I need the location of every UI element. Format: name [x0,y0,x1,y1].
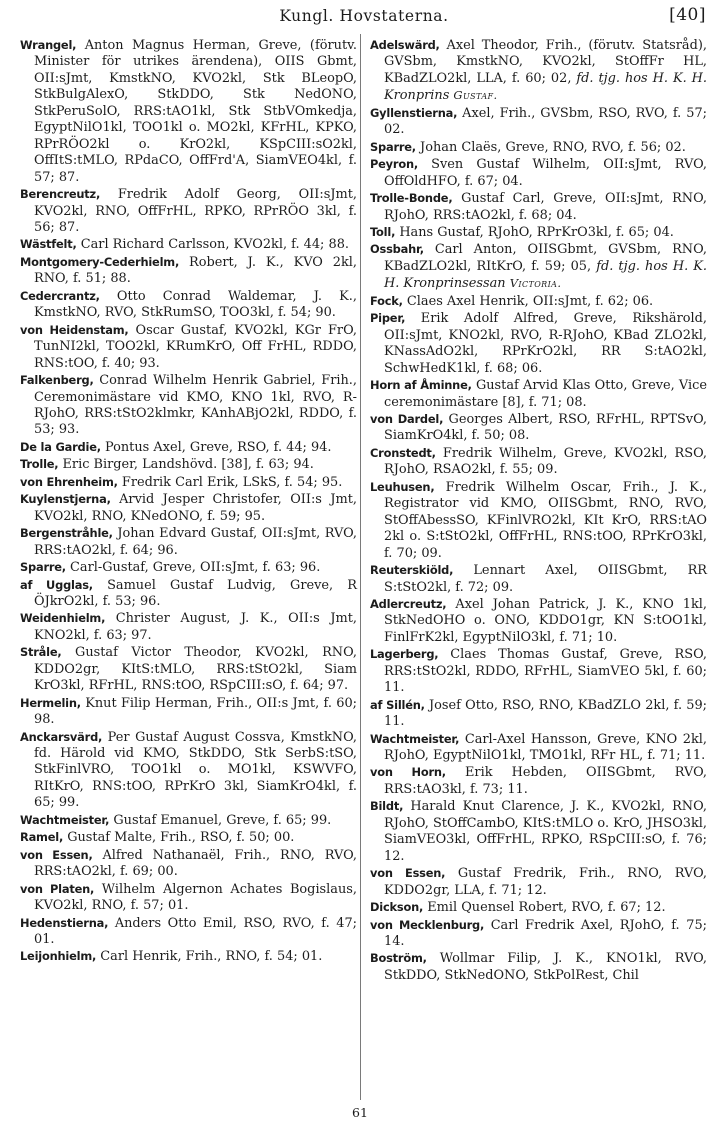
left-column [20,37,357,966]
entry-surname: Stråle, [20,645,62,660]
entry-details: Eric Birger, Landshövd. [38], f. 63; 94. [58,457,314,473]
register-entry [370,865,707,899]
entry-surname: von Essen, [370,866,446,881]
entry-surname: Sparre, [370,139,416,154]
register-entry [20,559,357,576]
entry-details: Gustaf Arvid Klas Otto, Greve, Vice ceremonimästare [8], f. 71; 08. [384,378,707,410]
register-entry [370,37,707,105]
entry-surname: Dickson, [370,900,424,915]
register-entry [20,847,357,881]
entry-surname: von Dardel, [370,411,444,426]
register-entry [370,798,707,865]
register-entry [370,224,707,241]
register-entry [370,917,707,951]
entry-details: Emil Quensel Robert, RVO, f. 67; 12. [423,900,666,916]
register-entry [20,236,357,253]
entry-details: Alfred Nathanaël, Frih., RNO, RVO, RRS:tAO2kl, f. 69; 00. [34,847,358,880]
entry-details: Fredrik Carl Erik, LSkS, f. 54; 95. [117,474,343,490]
entry-details: Carl Fredrik Axel, RJohO, f. 75; 14. [384,917,707,950]
entry-surname: Bergenstråhle, [20,526,113,541]
register-entry [20,729,357,812]
entry-surname: Kuylenstjerna, [20,492,111,507]
entry-surname: Fock, [370,293,403,308]
register-entry [20,288,357,322]
register-entry [370,139,707,156]
entry-details: Otto Conrad Waldemar, J. K., KmstkNO, RVO, StkRumSO, TOO3kl, f. 54; 90. [34,288,357,321]
entry-details: Anton Magnus Herman, Greve, (förutv. Minister för utrikes ärendena), OIIS Gbmt, OII:sJmt, KmstkNO, KVO2kl, Stk BLeopO, StkBulgAlexO, StkDDO, Stk NedONO, StkPeruSolO, RRS:tAO1kl, Stk StbVOmkedja, EgyptNilO1kl, TOO1kl o. MO2kl, KFrHL, KPKO, RPrRÖO2kl o. KrO2kl, KSpCIII:sO2kl, OffItS:tMLO, RPdaCO, OffFrd'A, SiamVEO4kl, f. 57; 87. [34,38,357,185]
register-entry [370,764,707,798]
entry-surname: von Mecklenburg, [370,917,485,932]
running-title: Kungl. Hovstaterna. [279,7,449,25]
entry-surname: Falkenberg, [20,373,94,388]
entry-surname: Wästfelt, [20,237,77,252]
entry-details: Axel Johan Patrick, J. K., KNO 1kl, StkNedOHO o. ONO, KDDO1gr, KN S:tOO1kl, FinlFrK2kl, EgyptNilO3kl, f. 71; 10. [384,596,707,645]
entry-details: Carl-Gustaf, Greve, OII:sJmt, f. 63; 96. [65,560,321,576]
entry-details: Hans Gustaf, RJohO, RPrKrO3kl, f. 65; 04. [395,224,674,240]
register-entry [370,156,707,190]
page-header [18,3,710,29]
register-entry [20,610,357,644]
entry-surname: Boström, [370,951,427,966]
entry-details: Claes Axel Henrik, OII:sJmt, f. 62; 06. [402,293,654,309]
register-entry [370,241,707,292]
register-entry [370,411,707,445]
entry-details: Johan Claës, Greve, RNO, RVO, f. 56; 02. [415,139,686,155]
entry-service-note: fd. tjg. hos H. K. H. Kronprinsessan [384,258,707,292]
register-entry [20,644,357,694]
entry-details: Carl Richard Carlsson, KVO2kl, f. 44; 88. [76,237,349,253]
entry-details: Christer August, J. K., OII:s Jmt, KNO2kl, f. 63; 97. [34,611,357,643]
entry-surname: Piper, [370,311,406,326]
register-entry [370,950,707,984]
entry-surname: Wachtmeister, [370,731,460,746]
register-entry [20,915,357,949]
register-entry [370,731,707,765]
column-divider [360,34,361,1100]
register-entry [370,646,707,696]
entry-details: Harald Knut Clarence, J. K., KVO2kl, RNO, RJohO, StOffCambO, KItS:tMLO o. KrO, JHSO3kl, SiamVEO3kl, OffFrHL, RPKO, RSpCIII:sO, f. 76; 12. [384,799,707,864]
entry-details: Per Gustaf August Cossva, KmstkNO, fd. Härold vid KMO, StkDDO, Stk SerbS:tSO, StkFinlVRO, TOO1kl o. MO1kl, KSWVFO, RItKrO, RNS:tOO, RPrKrO 3kl, SiamKrO4kl, f. 65; 99. [34,729,357,811]
entry-royal-name: Gustaf. [453,88,498,103]
entry-details: Wollmar Filip, J. K., KNO1kl, RVO, StkDDO, StkNedONO, StkPolRest, Chil [384,951,707,983]
entry-surname: af Ugglas, [20,577,93,592]
entry-details: Fredrik Wilhelm, Greve, KVO2kl, RSO, RJohO, RSAO2kl, f. 55; 09. [384,445,707,478]
entry-surname: Hermelin, [20,695,81,710]
entry-details: Axel Theodor, Frih., (förutv. Statsråd), GVSbm, KmstkNO, KVO2kl, StOffFr HL, KBadZLO2kl, LLA, f. 60; 02, [384,38,707,86]
entry-details: Axel, Frih., GVSbm, RSO, RVO, f. 57; 02. [384,105,707,138]
register-entry [20,812,357,829]
register-entry [20,439,357,456]
entry-surname: Trolle, [20,457,59,472]
entry-surname: Cedercrantz, [20,288,100,303]
register-entry [20,577,357,611]
entry-details: Robert, J. K., KVO 2kl, RNO, f. 51; 88. [34,254,357,287]
register-entry [370,697,707,731]
entry-surname: Trolle-Bonde, [370,191,453,206]
entry-surname: Wachtmeister, [20,812,110,827]
entry-details: Fredrik Adolf Georg, OII:sJmt, KVO2kl, RNO, OffFrHL, RPKO, RPrRÖO 3kl, f. 56; 87. [34,187,357,235]
entry-details: Conrad Wilhelm Henrik Gabriel, Frih., Ceremonimästare vid KMO, KNO 1kl, RVO, R-RJohO, RRS:tStO2klmkr, KAnhABjO2kl, RDDO, f. 53; 93. [34,373,357,438]
entry-surname: Adlercreutz, [370,596,447,611]
entry-surname: Lagerberg, [370,647,439,662]
entry-details: Samuel Gustaf Ludvig, Greve, R ÖJkrO2kl, f. 53; 96. [34,577,357,609]
entry-details: Erik Hebden, OIISGbmt, RVO, RRS:tAO3kl, f. 73; 11. [384,765,708,797]
entry-surname: Ossbahr, [370,242,424,257]
entry-surname: af Sillén, [370,697,425,712]
entry-details: Georges Albert, RSO, RFrHL, RPTSvO, SiamKrO4kl, f. 50; 08. [384,411,708,444]
entry-surname: von Heidenstam, [20,322,129,337]
entry-surname: Leijonhielm, [20,949,97,964]
entry-surname: Weidenhielm, [20,611,106,626]
register-entry [20,525,357,559]
entry-details: Oscar Gustaf, KVO2kl, KGr FrO, TunNI2kl, TOO2kl, KRumKrO, Off FrHL, RDDO, RNS:tOO, f. 40; 93. [34,322,357,371]
entry-details: Sven Gustaf Wilhelm, OII:sJmt, RVO, OffOldHFO, f. 67; 04. [384,157,707,189]
register-entry [20,474,357,491]
entry-surname: Adelswärd, [370,38,440,52]
entry-surname: Berencreutz, [20,187,101,202]
entry-surname: von Essen, [20,847,93,862]
entry-details: Claes Thomas Gustaf, Greve, RSO, RRS:tStO2kl, RDDO, RFrHL, SiamVEO 5kl, f. 60; 11. [384,647,707,696]
entry-surname: Reuterskiöld, [370,563,454,578]
entry-surname: Leuhusen, [370,479,435,494]
register-entry [370,899,707,916]
register-entry [370,596,707,646]
register-entry [370,293,707,310]
entry-details: Pontus Axel, Greve, RSO, f. 44; 94. [100,439,332,455]
register-entry [370,190,707,224]
register-entry [20,186,357,236]
register-entry [20,695,357,729]
entry-details: Gustaf Malte, Frih., RSO, f. 50; 00. [63,830,295,846]
register-entry [20,322,357,372]
register-entry [20,456,357,473]
register-entry [20,254,357,288]
right-column [370,37,707,984]
entry-details: Fredrik Wilhelm Oscar, Frih., J. K., Registrator vid KMO, OIISGbmt, RNO, RVO, StOffAbessSO, KFinlVRO2kl, KIt KrO, RRS:tAO 2kl o. S:tStO2kl, OffFrHL, RNS:tOO, RPrKrO3kl, f. 70; 09. [384,479,707,561]
entry-surname: De la Gardie, [20,439,101,454]
register-entry [370,105,707,139]
entry-surname: Montgomery-Cederhielm, [20,254,180,269]
entry-details: Johan Edvard Gustaf, OII:sJmt, RVO, RRS:tAO2kl, f. 64; 96. [34,526,357,558]
entry-details: Gustaf Emanuel, Greve, f. 65; 99. [109,812,332,828]
entry-surname: von Platen, [20,881,95,896]
entry-details: Gustaf Carl, Greve, OII:sJmt, RNO, RJohO, RRS:tAO2kl, f. 68; 04. [384,191,707,223]
register-entry [370,562,707,596]
entry-surname: Gyllenstierna, [370,105,458,120]
entry-details: Gustaf Fredrik, Frih., RNO, RVO, KDDO2gr, LLA, f. 71; 12. [384,866,707,898]
register-entry [20,372,357,439]
register-entry [370,445,707,479]
entry-surname: Cronstedt, [370,445,436,460]
entry-surname: von Ehrenheim, [20,474,118,489]
entry-surname: Hedenstierna, [20,915,109,930]
entry-surname: Ramel, [20,830,64,845]
register-entry [20,948,357,965]
entry-service-note: fd. tjg. hos H. K. H. Kronprins [384,70,707,104]
entry-surname: Horn af Åminne, [370,378,472,393]
entry-surname: Peyron, [370,157,418,172]
entry-details: Anders Otto Emil, RSO, RVO, f. 47; 01. [34,915,357,948]
entry-surname: Wrangel, [20,38,77,52]
entry-details: Arvid Jesper Christofer, OII:s Jmt, KVO2kl, RNO, KNedONO, f. 59; 95. [34,492,357,524]
register-entry [20,37,357,186]
page-number: 61 [352,1105,368,1120]
entry-surname: von Horn, [370,765,446,780]
bracketed-page-marker: [40] [669,5,706,25]
entry-details: Josef Otto, RSO, RNO, KBadZLO 2kl, f. 59; 11. [384,697,707,730]
entry-surname: Toll, [370,224,396,239]
entry-details: Carl Anton, OIISGbmt, GVSbm, RNO, KBadZLO2kl, RItKrO, f. 59; 05, [384,242,707,274]
register-entry [20,491,357,525]
entry-details: Knut Filip Herman, Frih., OII:s Jmt, f. 60; 98. [34,695,357,728]
entry-details: Carl-Axel Hansson, Greve, KNO 2kl, RJohO, EgyptNilO1kl, TMO1kl, RFr HL, f. 71; 11. [384,731,707,764]
entry-details: Gustaf Victor Theodor, KVO2kl, RNO, KDDO2gr, KItS:tMLO, RRS:tStO2kl, Siam KrO3kl, RFrHL, RNS:tOO, RSpCIII:sO, f. 64; 97. [34,645,357,694]
register-entry [370,479,707,562]
entry-surname: Bildt, [370,799,404,814]
register-entry [20,829,357,846]
entry-details: Erik Adolf Alfred, Greve, Rikshärold, OII:sJmt, KNO2kl, RVO, R-RJohO, KBad ZLO2kl, KNassAdO2kl, RPrKrO2kl, RR S:tAO2kl, SchwHedK1kl, f. 68; 06. [384,311,707,376]
entry-royal-name: Victoria. [509,276,562,291]
entry-details: Lennart Axel, OIISGbmt, RR S:tStO2kl, f. 72; 09. [384,563,707,595]
register-entry [370,377,707,411]
entry-surname: Anckarsvärd, [20,729,103,744]
register-entry [20,881,357,915]
entry-details: Carl Henrik, Frih., RNO, f. 54; 01. [96,949,323,965]
entry-surname: Sparre, [20,560,66,575]
entry-details: Wilhelm Algernon Achates Bogislaus, KVO2kl, RNO, f. 57; 01. [34,881,357,914]
register-entry [370,310,707,377]
